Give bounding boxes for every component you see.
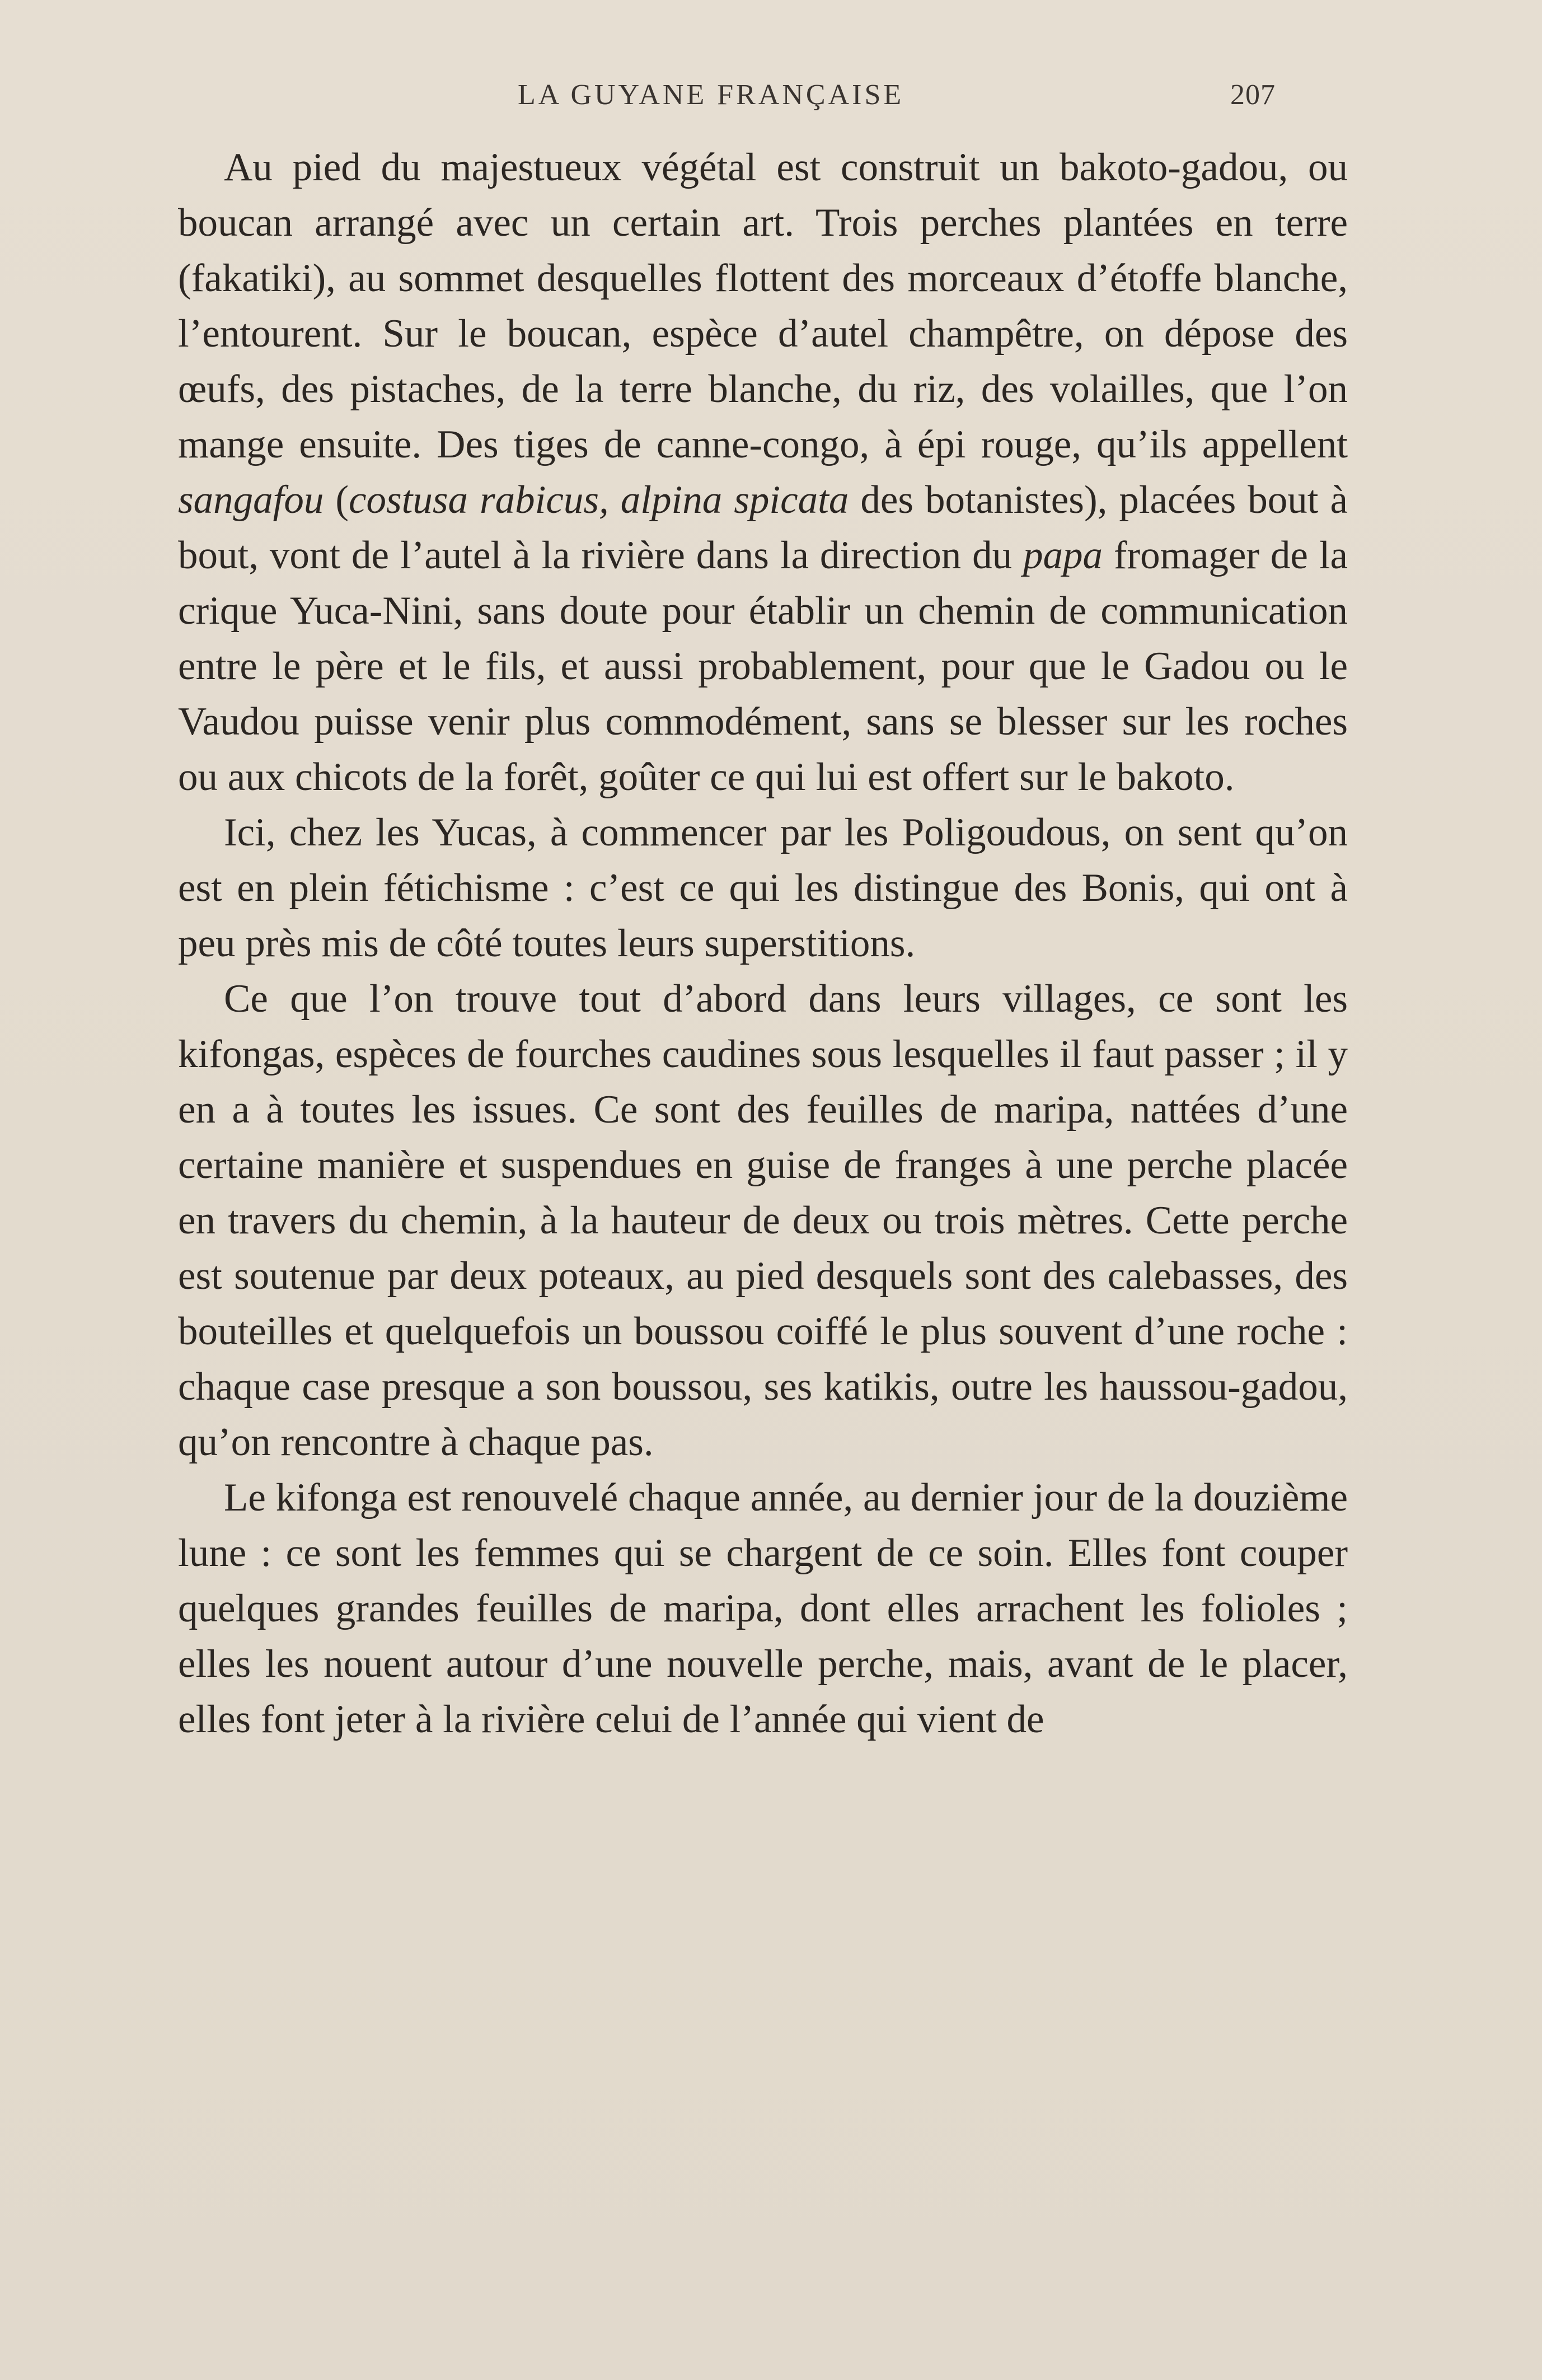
body-text [178,140,1348,1747]
paragraph-2: Ici, chez les Yucas, à commencer par les Poligoudous, on sent qu’on est en plein fétichisme : c’est ce qui les distingue des Bonis, qui ont à peu près mis de côté toutes leurs superstitions. [178,811,1348,965]
paragraph-3: Ce que l’on trouve tout d’abord dans leurs villages, ce sont les kifongas, espèces de fourches caudines sous lesquelles il faut passer ; il y en a à toutes les issues. Ce sont des feuilles de maripa, nattées d’une certaine manière et suspendues en guise de franges à une perche placée en travers du chemin, à la hauteur de deux ou trois mètres. Cette perche est soutenue par deux poteaux, au pied desquels sont des calebasses, des bouteilles et quelquefois un boussou coiffé le plus souvent d’une roche : chaque case presque a son boussou, ses katikis, outre les haussou-gadou, qu’on rencontre à chaque pas. [178,977,1348,1464]
paragraph-1-text-b: ( [324,478,349,522]
running-head [0,78,1542,123]
paragraph-1-text-c: des botanistes), placées bout à bout, vont de l’autel à la rivière dans la direction du [178,478,1348,577]
paragraph-4: Le kifonga est renouvelé chaque année, au dernier jour de la douzième lune : ce sont les femmes qui se chargent de ce soin. Elles font couper quelques grandes feuilles de maripa, dont elles arrachent les folioles ; elles les nouent autour d’une nouvelle perche, mais, avant de le placer, elles font jeter à la rivière celui de l’année qui vient de [178,1476,1348,1741]
term-sangafou: sangafou [178,478,324,522]
running-title: LA GUYANE FRANÇAISE [518,79,904,111]
page-number: 207 [1230,79,1276,111]
paragraph-1-text-d: fromager de la crique Yuca-Nini, sans doute pour établir un chemin de communication entre le père et le fils, et aussi probablement, pour que le Gadou ou le Vaudou puisse venir plus commodément, sans se blesser sur les roches ou aux chicots de la forêt, goûter ce qui lui est offert sur le bakoto. [178,534,1348,799]
paragraph-1 [178,140,1348,805]
term-papa: papa [1023,534,1103,577]
paragraph-1-text-a: Au pied du majestueux végétal est construit un bakoto-gadou, ou boucan arrangé avec un certain art. Trois perches plantées en terre (fakatiki), au sommet desquelles flottent des morceaux d’étoffe blanche, l’entourent. Sur le boucan, espèce d’autel champêtre, on dépose des œufs, des pistaches, de la terre blanche, du riz, des volailles, que l’on mange ensuite. Des tiges de canne-congo, à épi rouge, qu’ils appellent [178,146,1348,466]
term-botanical-name: costusa rabicus, alpina spicata [349,478,849,522]
